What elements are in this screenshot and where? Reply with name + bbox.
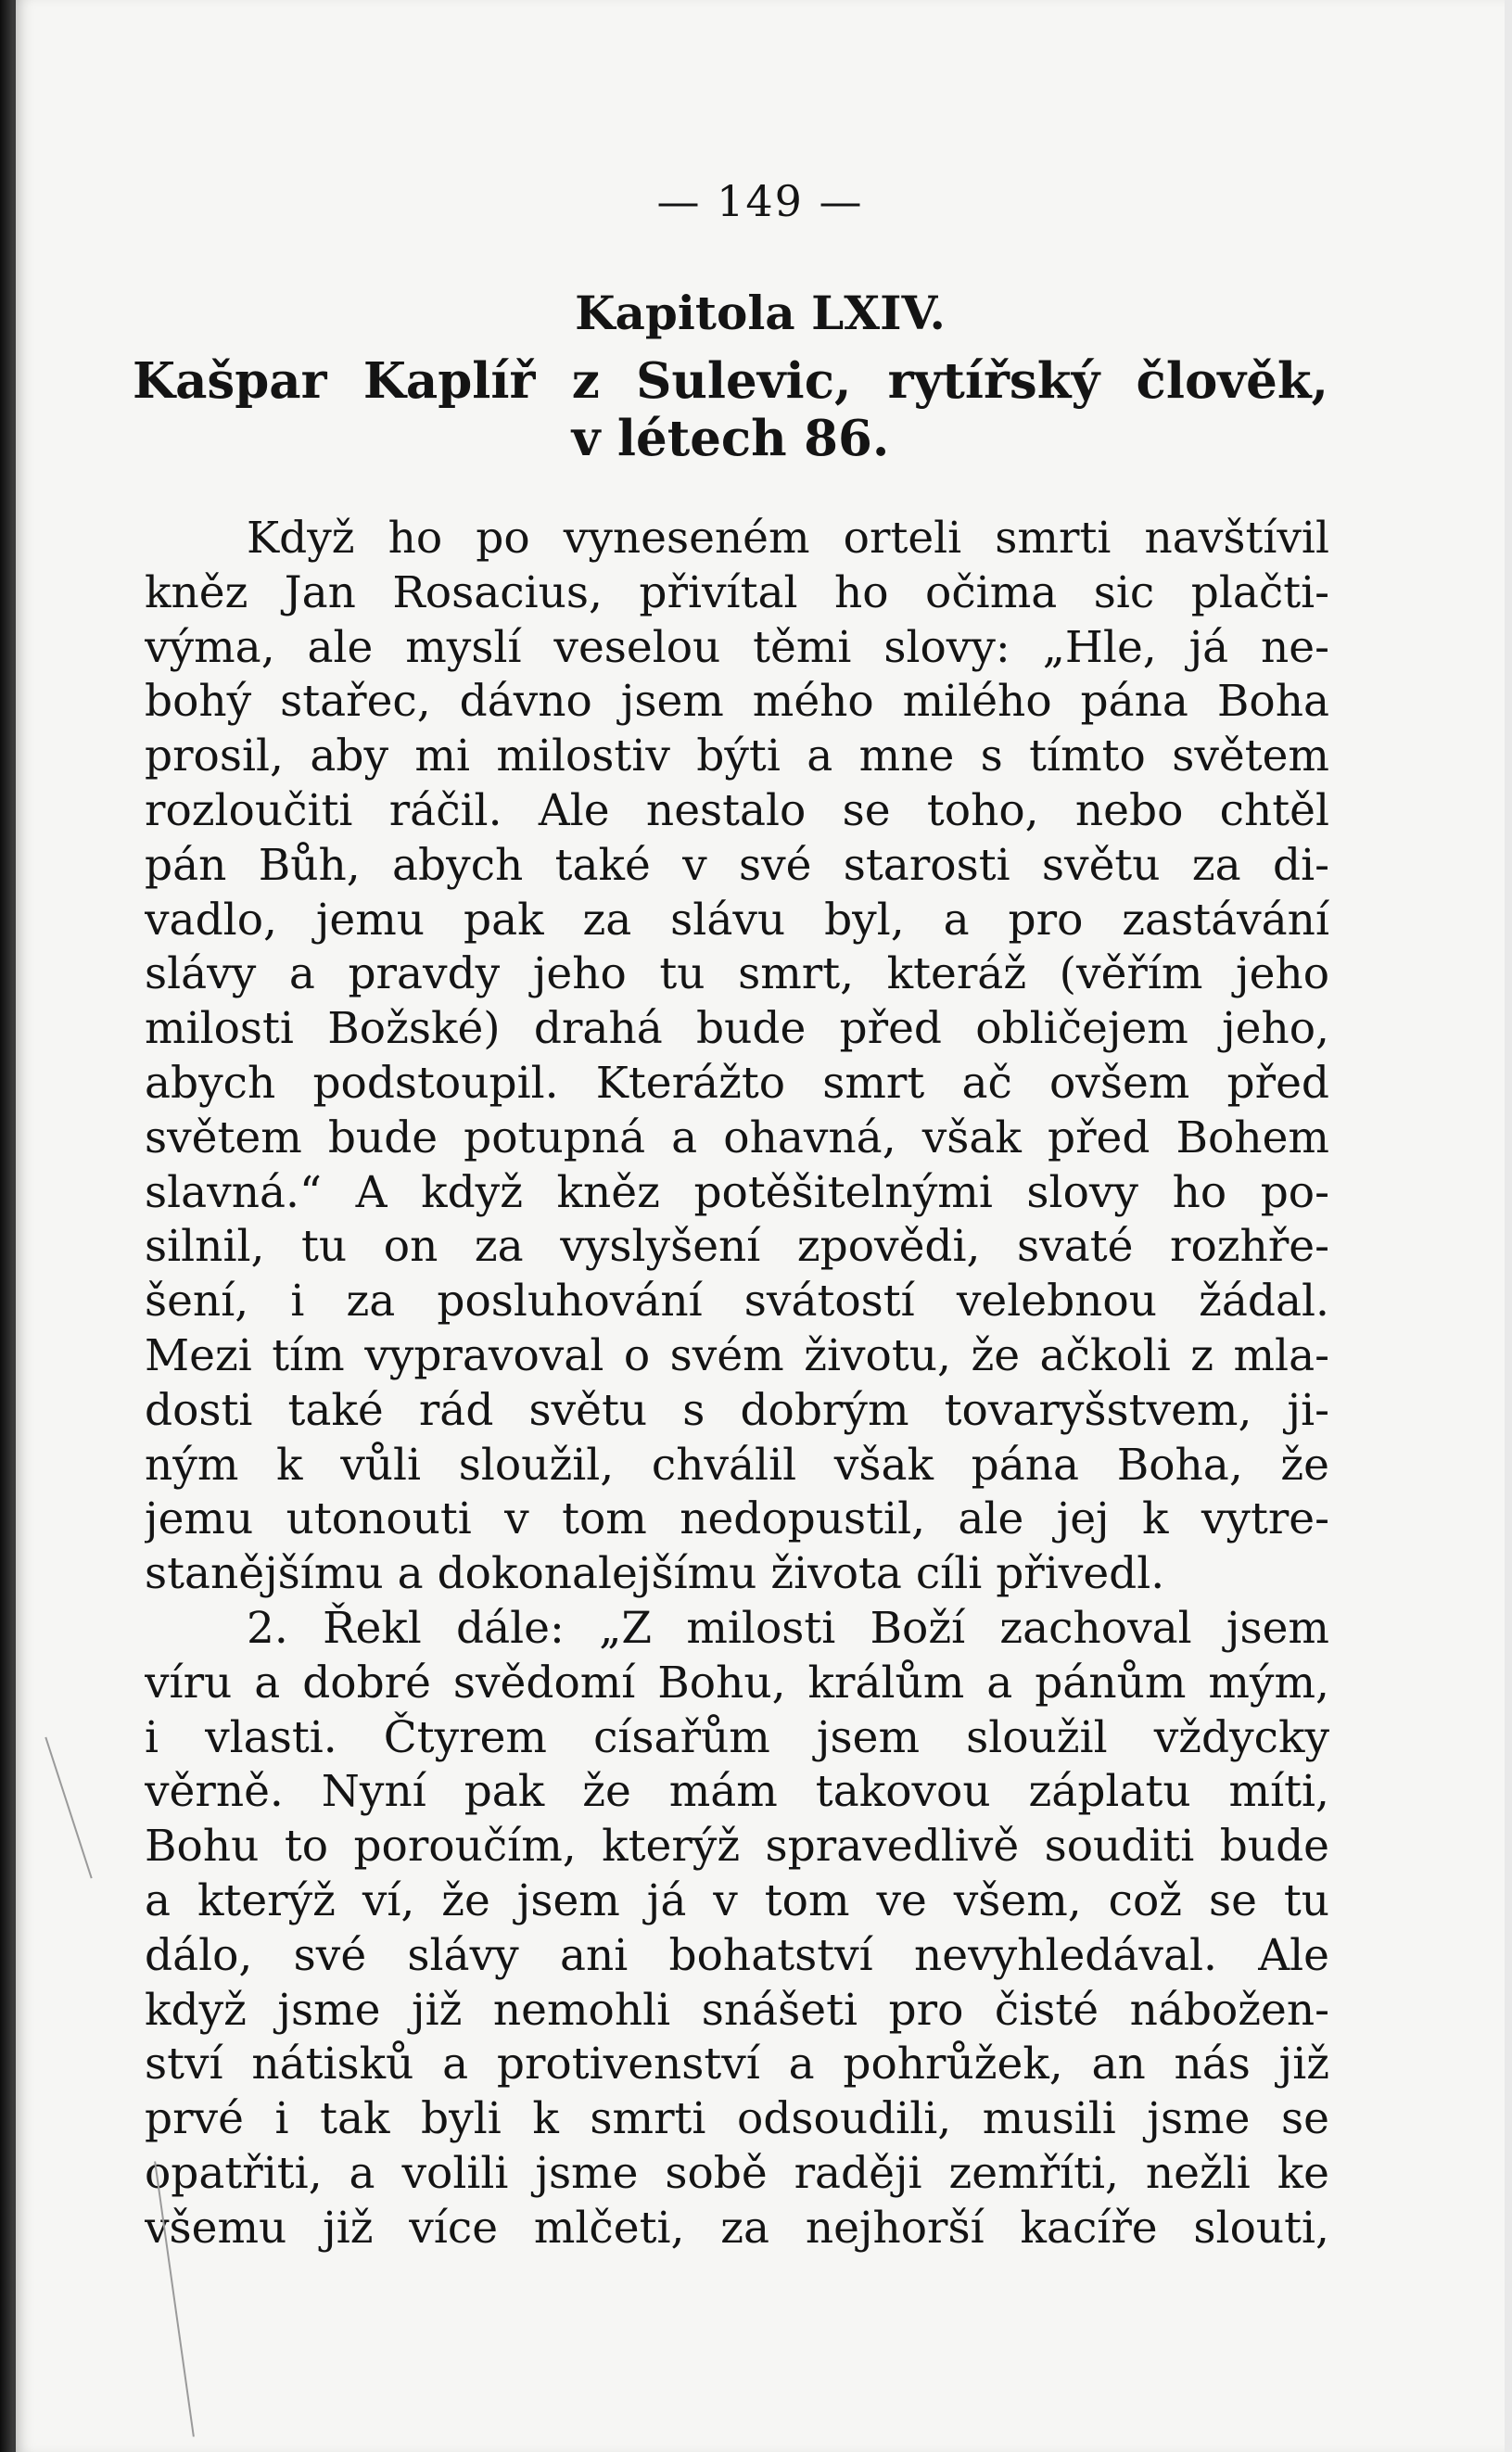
text-line: silnil, tu on za vyslyšení zpovědi, svaté rozhře- xyxy=(145,1221,1329,1273)
chapter-title-line-1: Kašpar Kaplíř z Sulevic, rytířský člověk, xyxy=(133,352,1328,410)
chapter-title-line-2: v létech 86. xyxy=(571,410,890,467)
chapter-title xyxy=(133,352,1328,467)
text-line: opatřiti, a volili jsme sobě raději zemříti, nežli ke xyxy=(145,2147,1329,2199)
text-line: výma, ale myslí veselou těmi slovy: „Hle, já ne- xyxy=(145,621,1329,673)
text-line: Bohu to poroučím, kterýž spravedlivě souditi bude xyxy=(145,1821,1329,1873)
text-line: světem bude potupná a ohavná, však před Bohem xyxy=(145,1112,1329,1163)
chapter-heading: Kapitola LXIV. xyxy=(575,286,946,340)
text-line: Když ho po vyneseném orteli smrti navštívil xyxy=(247,513,1329,564)
text-line: rozloučiti ráčil. Ale nestalo se toho, nebo chtěl xyxy=(145,784,1329,836)
text-line: vadlo, jemu pak za slávu byl, a pro zastávání xyxy=(145,894,1329,946)
text-line: víru a dobré svědomí Bohu, králům a pánům mým, xyxy=(145,1657,1329,1709)
text-line: když jsme již nemohli snášeti pro čisté nábožen- xyxy=(145,1984,1329,2036)
body-text xyxy=(145,512,1329,2256)
text-line: slavná.“ A když kněz potěšitelnými slovy ho po- xyxy=(145,1166,1329,1218)
text-line: šení, i za posluhování svátostí velebnou žádal. xyxy=(145,1276,1329,1328)
text-line: abych podstoupil. Kterážto smrt ač ovšem před xyxy=(145,1057,1329,1109)
text-line: bohý stařec, dávno jsem mého milého pána Boha xyxy=(145,676,1329,728)
text-line: ným k vůli sloužil, chválil však pána Boha, že xyxy=(145,1439,1329,1491)
text-line: dosti také rád světu s dobrým tovaryšstvem, ji- xyxy=(145,1384,1329,1436)
page-binding-edge xyxy=(0,0,13,2452)
text-line: jemu utonouti v tom nedopustil, ale jej k vytre- xyxy=(145,1493,1329,1545)
book-page xyxy=(13,0,1505,2452)
text-line: 2. Řekl dále: „Z milosti Boží zachoval jsem xyxy=(247,1602,1329,1654)
text-line: Mezi tím vypravoval o svém životu, že ačkoli z mla- xyxy=(145,1329,1329,1381)
text-line: prosil, aby mi milostiv býti a mne s tímto světem xyxy=(145,731,1329,782)
text-line: stanějšímu a dokonalejšímu života cíli přivedl. xyxy=(145,1548,1165,1600)
text-line: milosti Božské) drahá bude před obličejem jeho, xyxy=(145,1003,1329,1055)
text-line: slávy a pravdy jeho tu smrt, kteráž (věřím jeho xyxy=(145,948,1329,1000)
text-line: dálo, své slávy ani bohatství nevyhledával. Ale xyxy=(145,1929,1329,1981)
margin-scratch xyxy=(44,1737,92,1879)
text-line: všemu již více mlčeti, za nejhorší kacíře slouti, xyxy=(145,2202,1329,2254)
text-line: prvé i tak byli k smrti odsoudili, musili jsme se xyxy=(145,2093,1329,2145)
text-line: kněz Jan Rosacius, přivítal ho očima sic plačti- xyxy=(145,566,1329,618)
text-line: věrně. Nyní pak že mám takovou záplatu míti, xyxy=(145,1766,1329,1818)
text-line: i vlasti. Čtyrem císařům jsem sloužil vždycky xyxy=(145,1711,1329,1763)
text-line: ství nátisků a protivenství a pohrůžek, an nás již xyxy=(145,2039,1329,2090)
page-number: — 149 — xyxy=(656,176,864,226)
text-line: pán Bůh, abych také v své starosti světu za di- xyxy=(145,839,1329,891)
text-line: a kterýž ví, že jsem já v tom ve všem, což se tu xyxy=(145,1874,1329,1926)
